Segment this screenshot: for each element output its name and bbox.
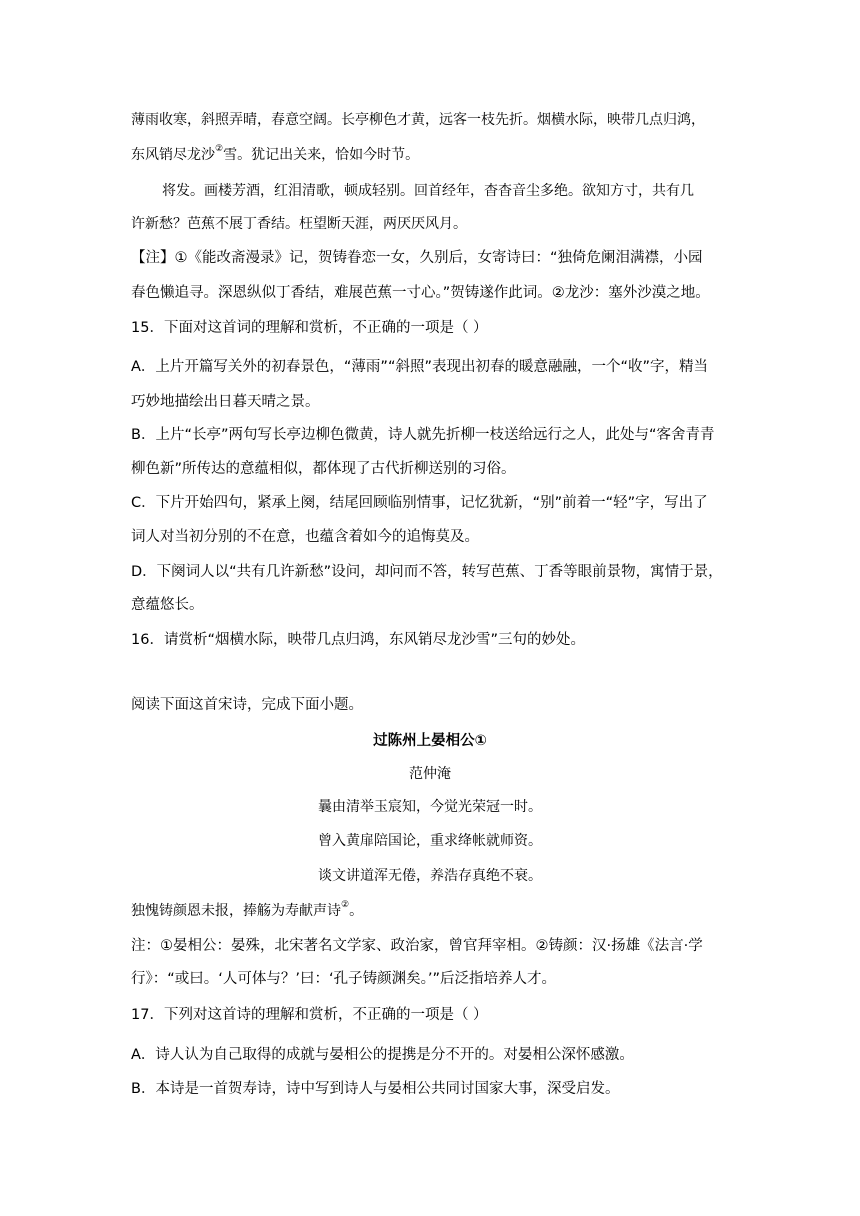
q15-option-a-2: 巧妙地描绘出日暮天晴之景。 bbox=[131, 394, 320, 410]
q17-option-a: A．诗人认为自己取得的成就与晏相公的提携是分不开的。对晏相公深怀感激。 bbox=[131, 1047, 634, 1063]
q17-option-b: B．本诗是一首贺寿诗，诗中写到诗人与晏相公共同讨国家大事，深受启发。 bbox=[131, 1081, 620, 1097]
poem2-line-2: 曾入黄扉陪国论，重求绛帐就师资。 bbox=[318, 833, 542, 849]
q15-option-d-1: D．下阕词人以“共有几许新愁”设问，却问而不答，转写芭蕉、丁香等眼前景物，寓情于景， bbox=[131, 564, 723, 580]
poem1-line-1: 薄雨收寒，斜照弄晴，春意空阔。长亭柳色才黄，远客一枝先折。烟横水际，映带几点归鸿， bbox=[131, 112, 705, 128]
poem1-note-1: 【注】①《能改斋漫录》记，贺铸眷恋一女，久别后，女寄诗曰：“独倚危阑泪满襟，小园 bbox=[131, 250, 703, 266]
section2-intro: 阅读下面这首宋诗，完成下面小题。 bbox=[131, 697, 363, 713]
poem1-line-3: 将发。画楼芳酒，红泪清歌，顿成轻别。回首经年，杳杳音尘多绝。欲知方寸，共有几 bbox=[162, 183, 694, 199]
q17-stem: 17．下列对这首诗的理解和赏析，不正确的一项是（ ） bbox=[131, 1007, 488, 1023]
footnote-mark: ② bbox=[341, 900, 350, 910]
poem2-note-1: 注：①晏相公：晏殊，北宋著名文学家、政治家，曾官拜宰相。②铸颜：汉·扬雄《法言·学 bbox=[131, 938, 703, 954]
poem2-note-2: 行》：“或曰。‘人可体与？’曰：‘孔子铸颜渊矣。’”后泛指培养人才。 bbox=[131, 971, 556, 987]
q15-option-c-2: 词人对当初分别的不在意，也蕴含着如今的追悔莫及。 bbox=[131, 529, 479, 545]
poem1-note-2: 春色懒追寻。深恩纵似丁香结，难展芭蕉一寸心。”贺铸遂作此词。②龙沙：塞外沙漠之地。 bbox=[131, 285, 710, 301]
poem2-line-4-text: 独愧铸颜恩未报，捧觞为寿献声诗 bbox=[131, 903, 341, 919]
q15-option-c-1: C．下片开始四句，紧承上阕，结尾回顾临别情事，记忆犹新，“别”前着一“轻”字，写出了 bbox=[131, 495, 708, 511]
poem2-author: 范仲淹 bbox=[409, 766, 451, 782]
q16-stem: 16．请赏析“烟横水际，映带几点归鸿，东风销尽龙沙雪”三句的妙处。 bbox=[131, 632, 585, 648]
poem1-line-2-start: 东风销尽龙沙 bbox=[131, 147, 215, 163]
poem2-line-1: 曩由清举玉宸知，今觉光荣冠一时。 bbox=[318, 799, 542, 815]
q15-option-b-2: 柳色新”所传达的意蕴相似，都体现了古代折柳送别的习俗。 bbox=[131, 461, 516, 477]
poem1-line-4: 许新愁？芭蕉不展丁香结。枉望断天涯，两厌厌风月。 bbox=[131, 216, 467, 232]
poem2-title: 过陈州上晏相公① bbox=[373, 733, 487, 749]
poem1-line-2 bbox=[131, 145, 419, 165]
poem2-line-3: 谈文讲道浑无倦，养浩存真绝不衰。 bbox=[318, 868, 542, 884]
q15-option-d-2: 意蕴悠长。 bbox=[131, 597, 204, 613]
q15-option-b-1: B．上片“长亭”两句写长亭边柳色微黄，诗人就先折柳一枝送给远行之人，此处与“客舍青青 bbox=[131, 427, 715, 443]
poem2-line-4-end: 。 bbox=[349, 903, 364, 919]
q15-stem: 15．下面对这首词的理解和赏析，不正确的一项是（ ） bbox=[131, 320, 488, 336]
poem2-line-4 bbox=[131, 901, 363, 921]
q15-option-a-1: A．上片开篇写关外的初春景色，“薄雨”“斜照”表现出初春的暖意融融，一个“收”字，精当 bbox=[131, 359, 708, 375]
poem1-line-2-end: 雪。犹记出关来，恰如今时节。 bbox=[223, 147, 420, 163]
footnote-mark: ② bbox=[215, 144, 224, 154]
